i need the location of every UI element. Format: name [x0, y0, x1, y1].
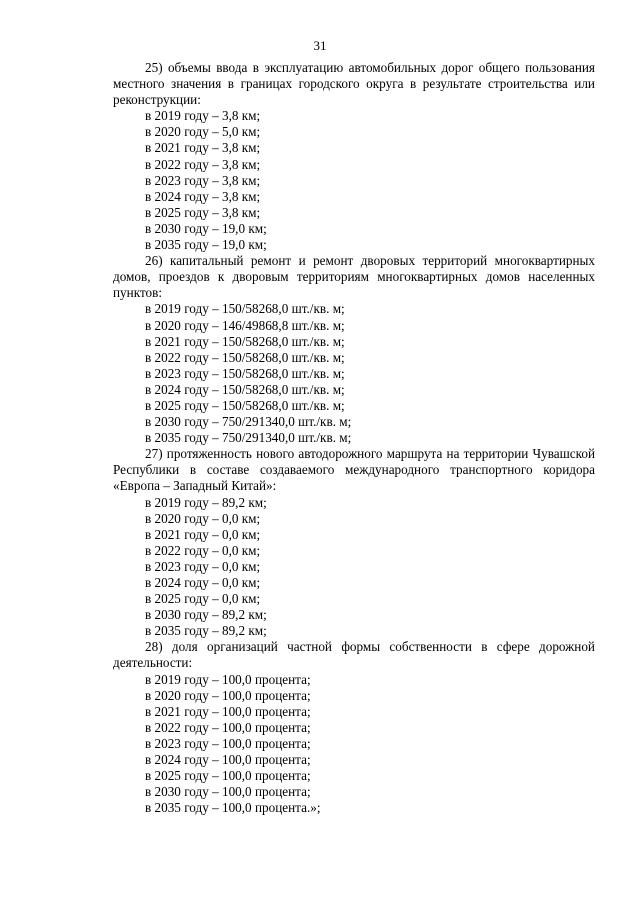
list-item: в 2030 году – 100,0 процента;: [145, 784, 311, 800]
list-item: в 2035 году – 100,0 процента.»;: [145, 800, 321, 816]
section-28: [113, 639, 595, 816]
section-25-heading: 25) объемы ввода в эксплуатацию автомобильных дорог общего пользования местного значения в границах городского округа в результате строительства или реконструкции:: [113, 60, 595, 108]
list-item: в 2021 году – 100,0 процента;: [145, 703, 311, 719]
list-item: в 2024 году – 3,8 км;: [145, 188, 261, 204]
list-item: в 2035 году – 89,2 км;: [145, 623, 267, 639]
list-item: в 2035 году – 750/291340,0 шт./кв. м;: [145, 430, 352, 446]
list-item: в 2030 году – 89,2 км;: [145, 607, 267, 623]
list-item: в 2030 году – 19,0 км;: [145, 220, 267, 236]
list-item: в 2023 году – 100,0 процента;: [145, 735, 311, 751]
section-26-list: [113, 301, 595, 446]
section-27: [113, 446, 595, 639]
list-item: в 2023 году – 0,0 км;: [145, 558, 261, 574]
list-item: в 2022 году – 100,0 процента;: [145, 719, 311, 735]
page-number: 31: [313, 38, 327, 53]
list-item: в 2023 году – 3,8 км;: [145, 172, 261, 188]
list-item: в 2019 году – 3,8 км;: [145, 108, 261, 124]
list-item: в 2022 году – 150/58268,0 шт./кв. м;: [145, 349, 345, 365]
list-item: в 2030 году – 750/291340,0 шт./кв. м;: [145, 414, 352, 430]
list-item: в 2025 году – 3,8 км;: [145, 204, 261, 220]
list-item: в 2019 году – 150/58268,0 шт./кв. м;: [145, 301, 345, 317]
list-item: в 2024 году – 150/58268,0 шт./кв. м;: [145, 381, 345, 397]
section-25: [113, 60, 595, 253]
list-item: в 2024 году – 100,0 процента;: [145, 752, 311, 768]
list-item: в 2021 году – 3,8 км;: [145, 140, 261, 156]
list-item: в 2024 году – 0,0 км;: [145, 575, 261, 590]
list-item: в 2020 году – 146/49868,8 шт./кв. м;: [145, 317, 345, 333]
list-item: в 2019 году – 100,0 процента;: [145, 671, 311, 687]
list-item: в 2035 году – 19,0 км;: [145, 237, 267, 253]
section-27-heading: 27) протяженность нового автодорожного маршрута на территории Чувашской Республики в составе создаваемого международного транспортного коридора «Европа – Западный Китай»:: [113, 446, 595, 494]
document-body: [113, 60, 595, 816]
section-28-list: [113, 672, 595, 817]
list-item: в 2022 году – 3,8 км;: [145, 156, 261, 172]
list-item: в 2020 году – 100,0 процента;: [145, 687, 311, 703]
list-item: в 2020 году – 5,0 км;: [145, 124, 261, 140]
list-item: в 2022 году – 0,0 км;: [145, 542, 261, 558]
list-item: в 2021 году – 0,0 км;: [145, 526, 261, 542]
section-27-list: [113, 495, 595, 640]
list-item: в 2025 году – 150/58268,0 шт./кв. м;: [145, 397, 345, 413]
list-item: в 2025 году – 100,0 процента;: [145, 768, 311, 784]
list-item: в 2023 году – 150/58268,0 шт./кв. м;: [145, 365, 345, 381]
list-item: в 2025 году – 0,0 км;: [145, 591, 261, 607]
list-item: в 2021 году – 150/58268,0 шт./кв. м;: [145, 333, 345, 349]
section-26-heading: 26) капитальный ремонт и ремонт дворовых территорий многоквартирных домов, проездов к дворовым территориям многоквартирных домов населенных пунктов:: [113, 253, 595, 301]
list-item: в 2019 году – 89,2 км;: [145, 494, 267, 510]
list-item: в 2020 году – 0,0 км;: [145, 510, 261, 526]
section-26: [113, 253, 595, 446]
section-25-list: [113, 108, 595, 253]
section-28-heading: 28) доля организаций частной формы собственности в сфере дорожной деятельности:: [113, 639, 595, 671]
